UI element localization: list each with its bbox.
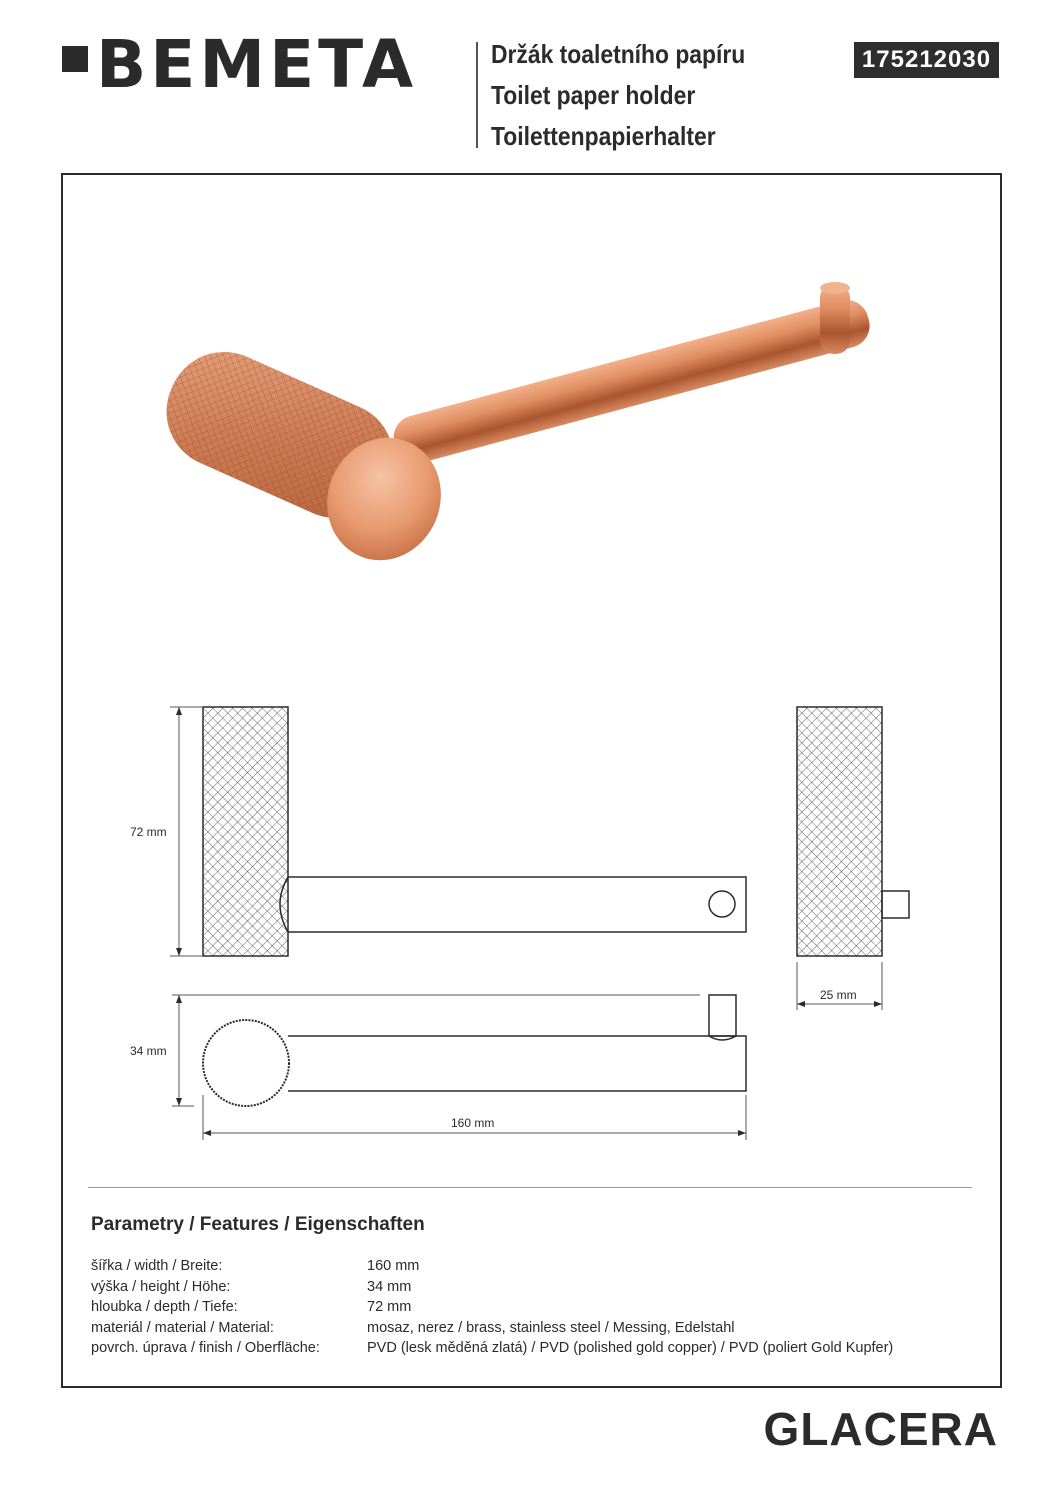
spec-row-depth bbox=[91, 1299, 893, 1320]
title-czech: Držák toaletního papíru bbox=[491, 39, 746, 69]
spec-row-width bbox=[91, 1258, 893, 1279]
dim-label-34: 34 mm bbox=[130, 1044, 167, 1058]
spec-value: 72 mm bbox=[367, 1299, 412, 1315]
section-divider bbox=[88, 1187, 972, 1188]
top-view bbox=[203, 995, 746, 1106]
spec-value: 34 mm bbox=[367, 1278, 412, 1295]
end-view bbox=[797, 707, 909, 956]
title-english: Toilet paper holder bbox=[491, 80, 696, 110]
product-code-badge: 175212030 bbox=[854, 42, 999, 78]
brand-wordmark: BEMETA bbox=[96, 26, 418, 103]
spec-label: povrch. úprava / finish / Oberfläche: bbox=[91, 1340, 320, 1356]
collection-name: GLACERA bbox=[763, 1403, 998, 1455]
dim-label-160: 160 mm bbox=[451, 1116, 495, 1130]
spec-value: mosaz, nerez / brass, stainless steel / Messing, Edelstahl bbox=[367, 1319, 735, 1336]
spec-label: hloubka / depth / Tiefe: bbox=[91, 1299, 238, 1315]
side-view bbox=[203, 707, 746, 956]
dim-label-72: 72 mm bbox=[130, 825, 167, 839]
spec-table bbox=[91, 1258, 893, 1361]
spec-label: šířka / width / Breite: bbox=[91, 1258, 223, 1274]
spec-value: PVD (lesk měděná zlatá) / PVD (polished gold copper) / PVD (poliert Gold Kupfer) bbox=[367, 1340, 894, 1356]
spec-label: výška / height / Höhe: bbox=[91, 1278, 231, 1295]
spec-row-material bbox=[91, 1320, 893, 1341]
dim-label-25: 25 mm bbox=[820, 988, 857, 1002]
spec-row-finish bbox=[91, 1340, 893, 1361]
spec-value: 160 mm bbox=[367, 1258, 420, 1274]
title-german: Toilettenpapierhalter bbox=[491, 121, 716, 151]
features-heading: Parametry / Features / Eigenschaften bbox=[91, 1214, 425, 1235]
spec-label: materiál / material / Material: bbox=[91, 1319, 274, 1336]
spec-row-height bbox=[91, 1279, 893, 1300]
